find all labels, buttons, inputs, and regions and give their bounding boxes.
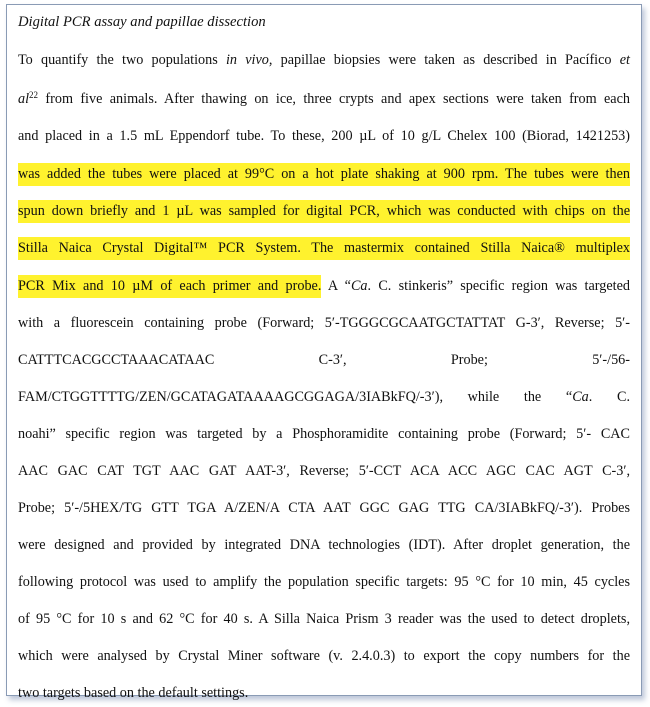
highlighted-text: Stilla Naica Crystal Digital™ PCR System. The mastermix contained Stilla Naica® multiplex — [18, 237, 630, 260]
text-line-4 — [18, 166, 630, 183]
text-line-12: AAC GAC CAT TGT AAC GAT AAT-3′, Reverse; 5′-CCT ACA ACC AGC CAC AGT C-3′, — [18, 463, 630, 479]
text-line-17: which were analysed by Crystal Miner software (v. 2.4.0.3) to export the copy numbers for the — [18, 648, 630, 664]
text-line-11: noahi” specific region was targeted by a Phosphoramidite containing probe (Forward; 5′- CAC — [18, 426, 630, 442]
text-line-5 — [18, 203, 630, 220]
text-line-7: PCR Mix and 10 µM of each primer and probe. A “Ca. C. stinkeris” specific region was targeted — [18, 278, 630, 295]
highlighted-text: PCR Mix and 10 µM of each primer and probe. — [18, 275, 321, 298]
text-line-1: To quantify the two populations in vivo, papillae biopsies were taken as described in Pacífico et — [18, 52, 630, 68]
text-line-10: FAM/CTGGTTTTG/ZEN/GCATAGATAAAAGCGGAGA/3IABkFQ/-3′), while the “Ca. C. — [18, 389, 631, 405]
text-line-6 — [18, 240, 630, 257]
text-line-13: Probe; 5′-/5HEX/TG GTT TGA A/ZEN/A CTA AAT GGC GAG TTG CA/3IABkFQ/-3′). Probes — [18, 500, 630, 516]
text-line-9: CATTTCACGCCTAAACATAAC C-3′, Probe; 5′-/56- — [18, 352, 630, 368]
text-line-14: were designed and provided by integrated DNA technologies (IDT). After droplet generation, the — [18, 537, 630, 553]
document-panel — [6, 4, 642, 701]
text-line-16: of 95 °C for 10 s and 62 °C for 40 s. A Silla Naica Prism 3 reader was the used to detect droplets, — [18, 611, 630, 627]
text-line-3: and placed in a 1.5 mL Eppendorf tube. To these, 200 µL of 10 g/L Chelex 100 (Biorad, 1421253) — [18, 128, 630, 144]
text-line-18: two targets based on the default settings. — [18, 685, 249, 701]
text-line-8: with a fluorescein containing probe (Forward; 5′-TGGGCGCAATGCTATTAT G-3′, Reverse; 5′- — [18, 315, 630, 331]
citation-superscript: 22 — [29, 90, 39, 100]
section-heading: Digital PCR assay and papillae dissection — [18, 14, 266, 30]
text-line-15: following protocol was used to amplify the population specific targets: 95 °C for 10 min, 45 cycles — [18, 574, 630, 590]
highlighted-text: spun down briefly and 1 µL was sampled for digital PCR, which was conducted with chips on the — [18, 200, 630, 223]
text-line-2: $al^{22}$ from five animals. After thawing on ice, three crypts and apex sections were taken from each — [18, 90, 630, 107]
highlighted-text: was added the tubes were placed at 99°C on a hot plate shaking at 900 rpm. The tubes were then — [18, 163, 630, 186]
